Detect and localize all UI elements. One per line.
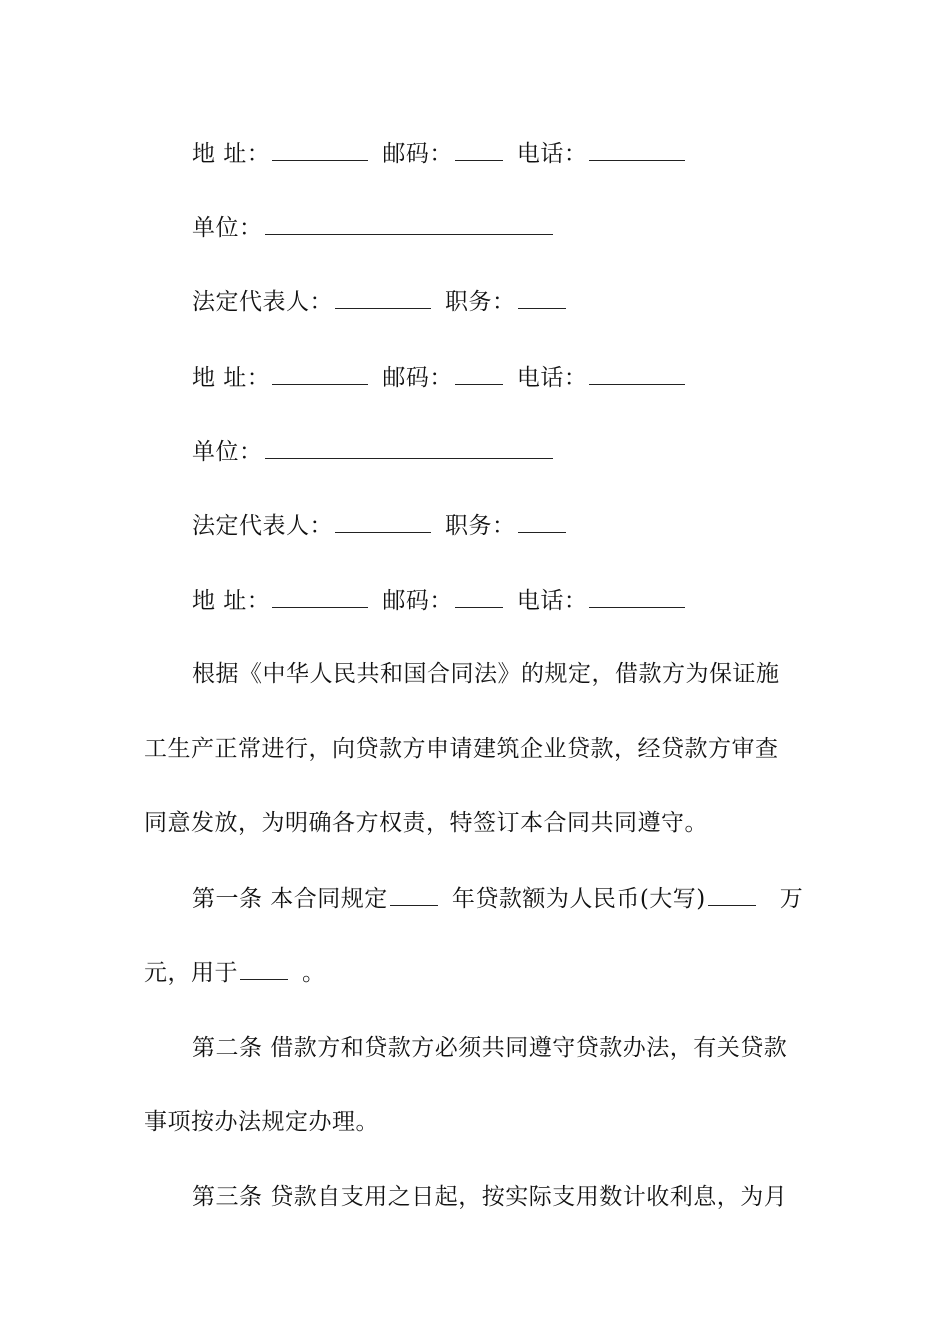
intro-line <box>192 659 780 689</box>
phone-blank <box>589 362 685 385</box>
phone-label: 电话： <box>516 588 588 614</box>
postcode-label: 邮码： <box>382 588 453 614</box>
amount-blank <box>708 883 756 906</box>
address-line <box>192 585 687 616</box>
article-1-line <box>192 883 803 914</box>
phone-label: 电话： <box>516 365 588 391</box>
address-line <box>192 362 687 393</box>
title-label: 职务： <box>445 513 516 539</box>
intro-line <box>144 734 779 764</box>
postcode-label: 邮码： <box>382 141 453 167</box>
article-text: 年贷款额为人民币(大写) <box>451 886 706 912</box>
intro-text: 工生产正常进行，向贷款方申请建筑企业贷款，经贷款方审查 <box>144 736 779 762</box>
representative-label: 法定代表人： <box>192 289 333 315</box>
address-blank <box>272 138 368 161</box>
unit-line <box>192 436 555 467</box>
article-text: 。 <box>302 960 326 986</box>
representative-line <box>192 510 568 541</box>
unit-label: 单位： <box>192 439 263 465</box>
article-1-line <box>144 957 326 988</box>
intro-text: 根据《中华人民共和国合同法》的规定，借款方为保证施 <box>192 661 780 687</box>
representative-blank <box>335 286 431 309</box>
phone-blank <box>589 138 685 161</box>
phone-label: 电话： <box>516 141 588 167</box>
title-blank <box>518 286 566 309</box>
intro-text: 同意发放，为明确各方权责，特签订本合同共同遵守。 <box>144 810 708 836</box>
postcode-label: 邮码： <box>382 365 453 391</box>
unit-blank <box>265 436 553 459</box>
article-text: 元，用于 <box>144 960 238 986</box>
article-text: 第二条 借款方和贷款方必须共同遵守贷款办法，有关贷款 <box>192 1035 788 1061</box>
address-line <box>192 138 687 169</box>
title-label: 职务： <box>445 289 516 315</box>
postcode-blank <box>455 362 503 385</box>
address-label: 地 址： <box>192 588 271 614</box>
unit-blank <box>265 212 553 235</box>
address-label: 地 址： <box>192 141 271 167</box>
representative-label: 法定代表人： <box>192 513 333 539</box>
article-2-line <box>144 1107 379 1137</box>
intro-line <box>144 808 708 838</box>
postcode-blank <box>455 138 503 161</box>
address-label: 地 址： <box>192 365 271 391</box>
phone-blank <box>589 585 685 608</box>
article-text: 第三条 贷款自支用之日起，按实际支用数计收利息，为月 <box>192 1184 788 1210</box>
unit-label: 单位： <box>192 215 263 241</box>
article-text: 第一条 本合同规定 <box>192 886 388 912</box>
article-3-line <box>192 1182 787 1212</box>
article-text: 事项按办法规定办理。 <box>144 1109 379 1135</box>
article-2-line <box>192 1033 787 1063</box>
representative-line <box>192 286 568 317</box>
purpose-blank <box>240 957 288 980</box>
address-blank <box>272 585 368 608</box>
representative-blank <box>335 510 431 533</box>
year-blank <box>390 883 438 906</box>
title-blank <box>518 510 566 533</box>
unit-line <box>192 212 555 243</box>
address-blank <box>272 362 368 385</box>
article-text: 万 <box>779 886 804 912</box>
postcode-blank <box>455 585 503 608</box>
